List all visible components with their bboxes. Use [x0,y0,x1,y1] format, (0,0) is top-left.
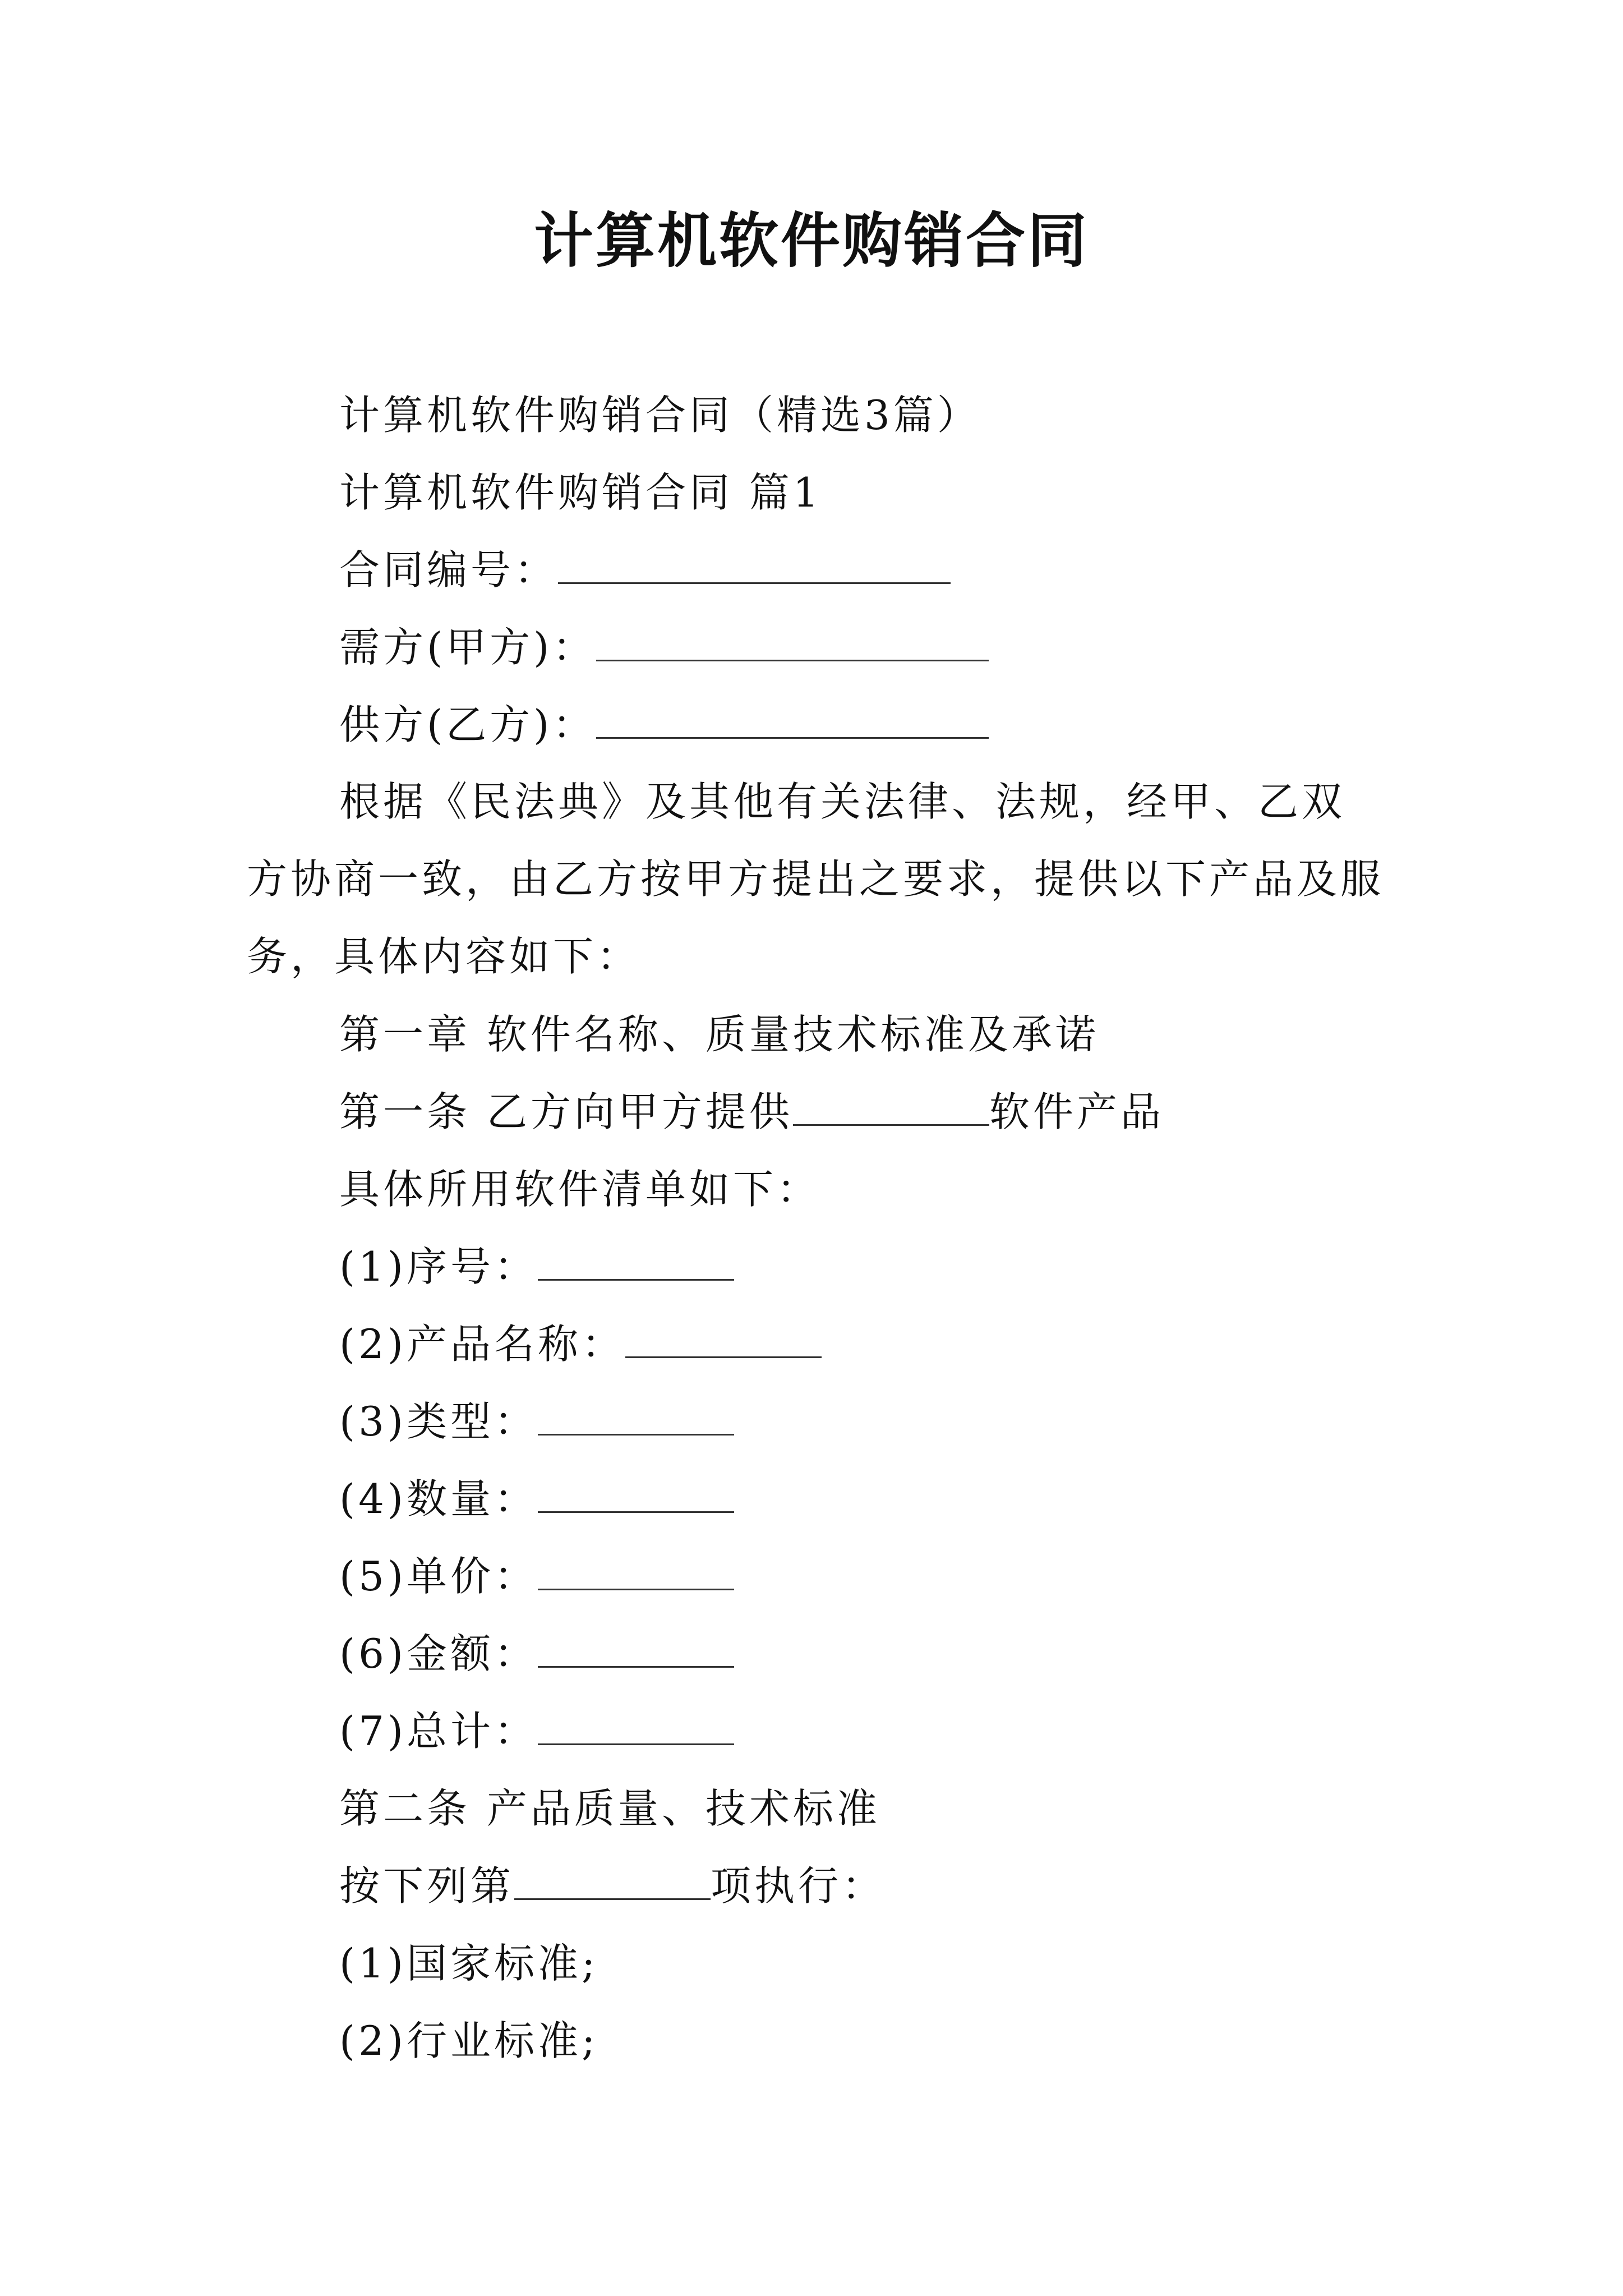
list-item [339,1548,734,1604]
item-label: (6)金额： [339,1630,538,1677]
item-blank [538,1555,734,1590]
article-1-suffix: 软件产品 [989,1088,1164,1135]
party-a-line [339,619,989,675]
list-item [339,1316,822,1372]
party-b-blank [596,703,989,739]
section-heading: 计算机软件购销合同 篇1 [339,469,822,516]
list-item [339,1393,734,1450]
item-blank [625,1323,822,1358]
article-1-prefix: 第一条 乙方向甲方提供 [339,1088,793,1135]
item-label: (2)产品名称： [339,1320,625,1368]
party-a-label: 需方(甲方)： [339,624,597,671]
party-a-blank [596,626,989,661]
item-label: (7)总计： [339,1708,538,1755]
exec-line [339,1858,886,1914]
subtitle: 计算机软件购销合同（精选3篇） [339,392,981,439]
standard-item-2: (2)行业标准; [339,2017,599,2064]
party-b-label: 供方(乙方)： [339,701,597,748]
exec-blank [514,1865,711,1900]
contract-no-blank [558,549,951,584]
software-name-blank [793,1091,989,1126]
party-b-line [339,697,989,753]
list-intro: 具体所用软件清单如下： [339,1166,821,1213]
standard-item-1: (1)国家标准; [339,1940,599,1987]
item-label: (4)数量： [339,1475,538,1522]
article-1-line [339,1084,1164,1140]
item-blank [538,1710,734,1745]
item-blank [538,1632,734,1668]
item-blank [538,1478,734,1513]
document-title: 计算机软件购销合同 [534,206,1089,275]
item-label: (5)单价： [339,1553,538,1600]
list-item [339,1471,734,1527]
item-blank [538,1245,734,1281]
item-blank [538,1400,734,1435]
item-label: (1)序号： [339,1243,538,1290]
article-2-heading: 第二条 产品质量、技术标准 [339,1785,880,1832]
list-item [339,1703,734,1759]
contract-no-line [339,542,951,598]
contract-no-label: 合同编号： [339,546,559,593]
exec-prefix: 按下列第 [339,1862,515,1910]
list-item [339,1626,734,1682]
list-item [339,1239,734,1295]
chapter-1-heading: 第一章 软件名称、质量技术标准及承诺 [339,1011,1099,1058]
intro-paragraph: 根据《民法典》及其他有关法律、法规，经甲、乙双方协商一致，由乙方按甲方提出之要求，提供以下产品及服务，具体内容如下： [247,778,1385,980]
exec-suffix: 项执行： [711,1862,886,1910]
item-label: (3)类型： [339,1398,538,1445]
